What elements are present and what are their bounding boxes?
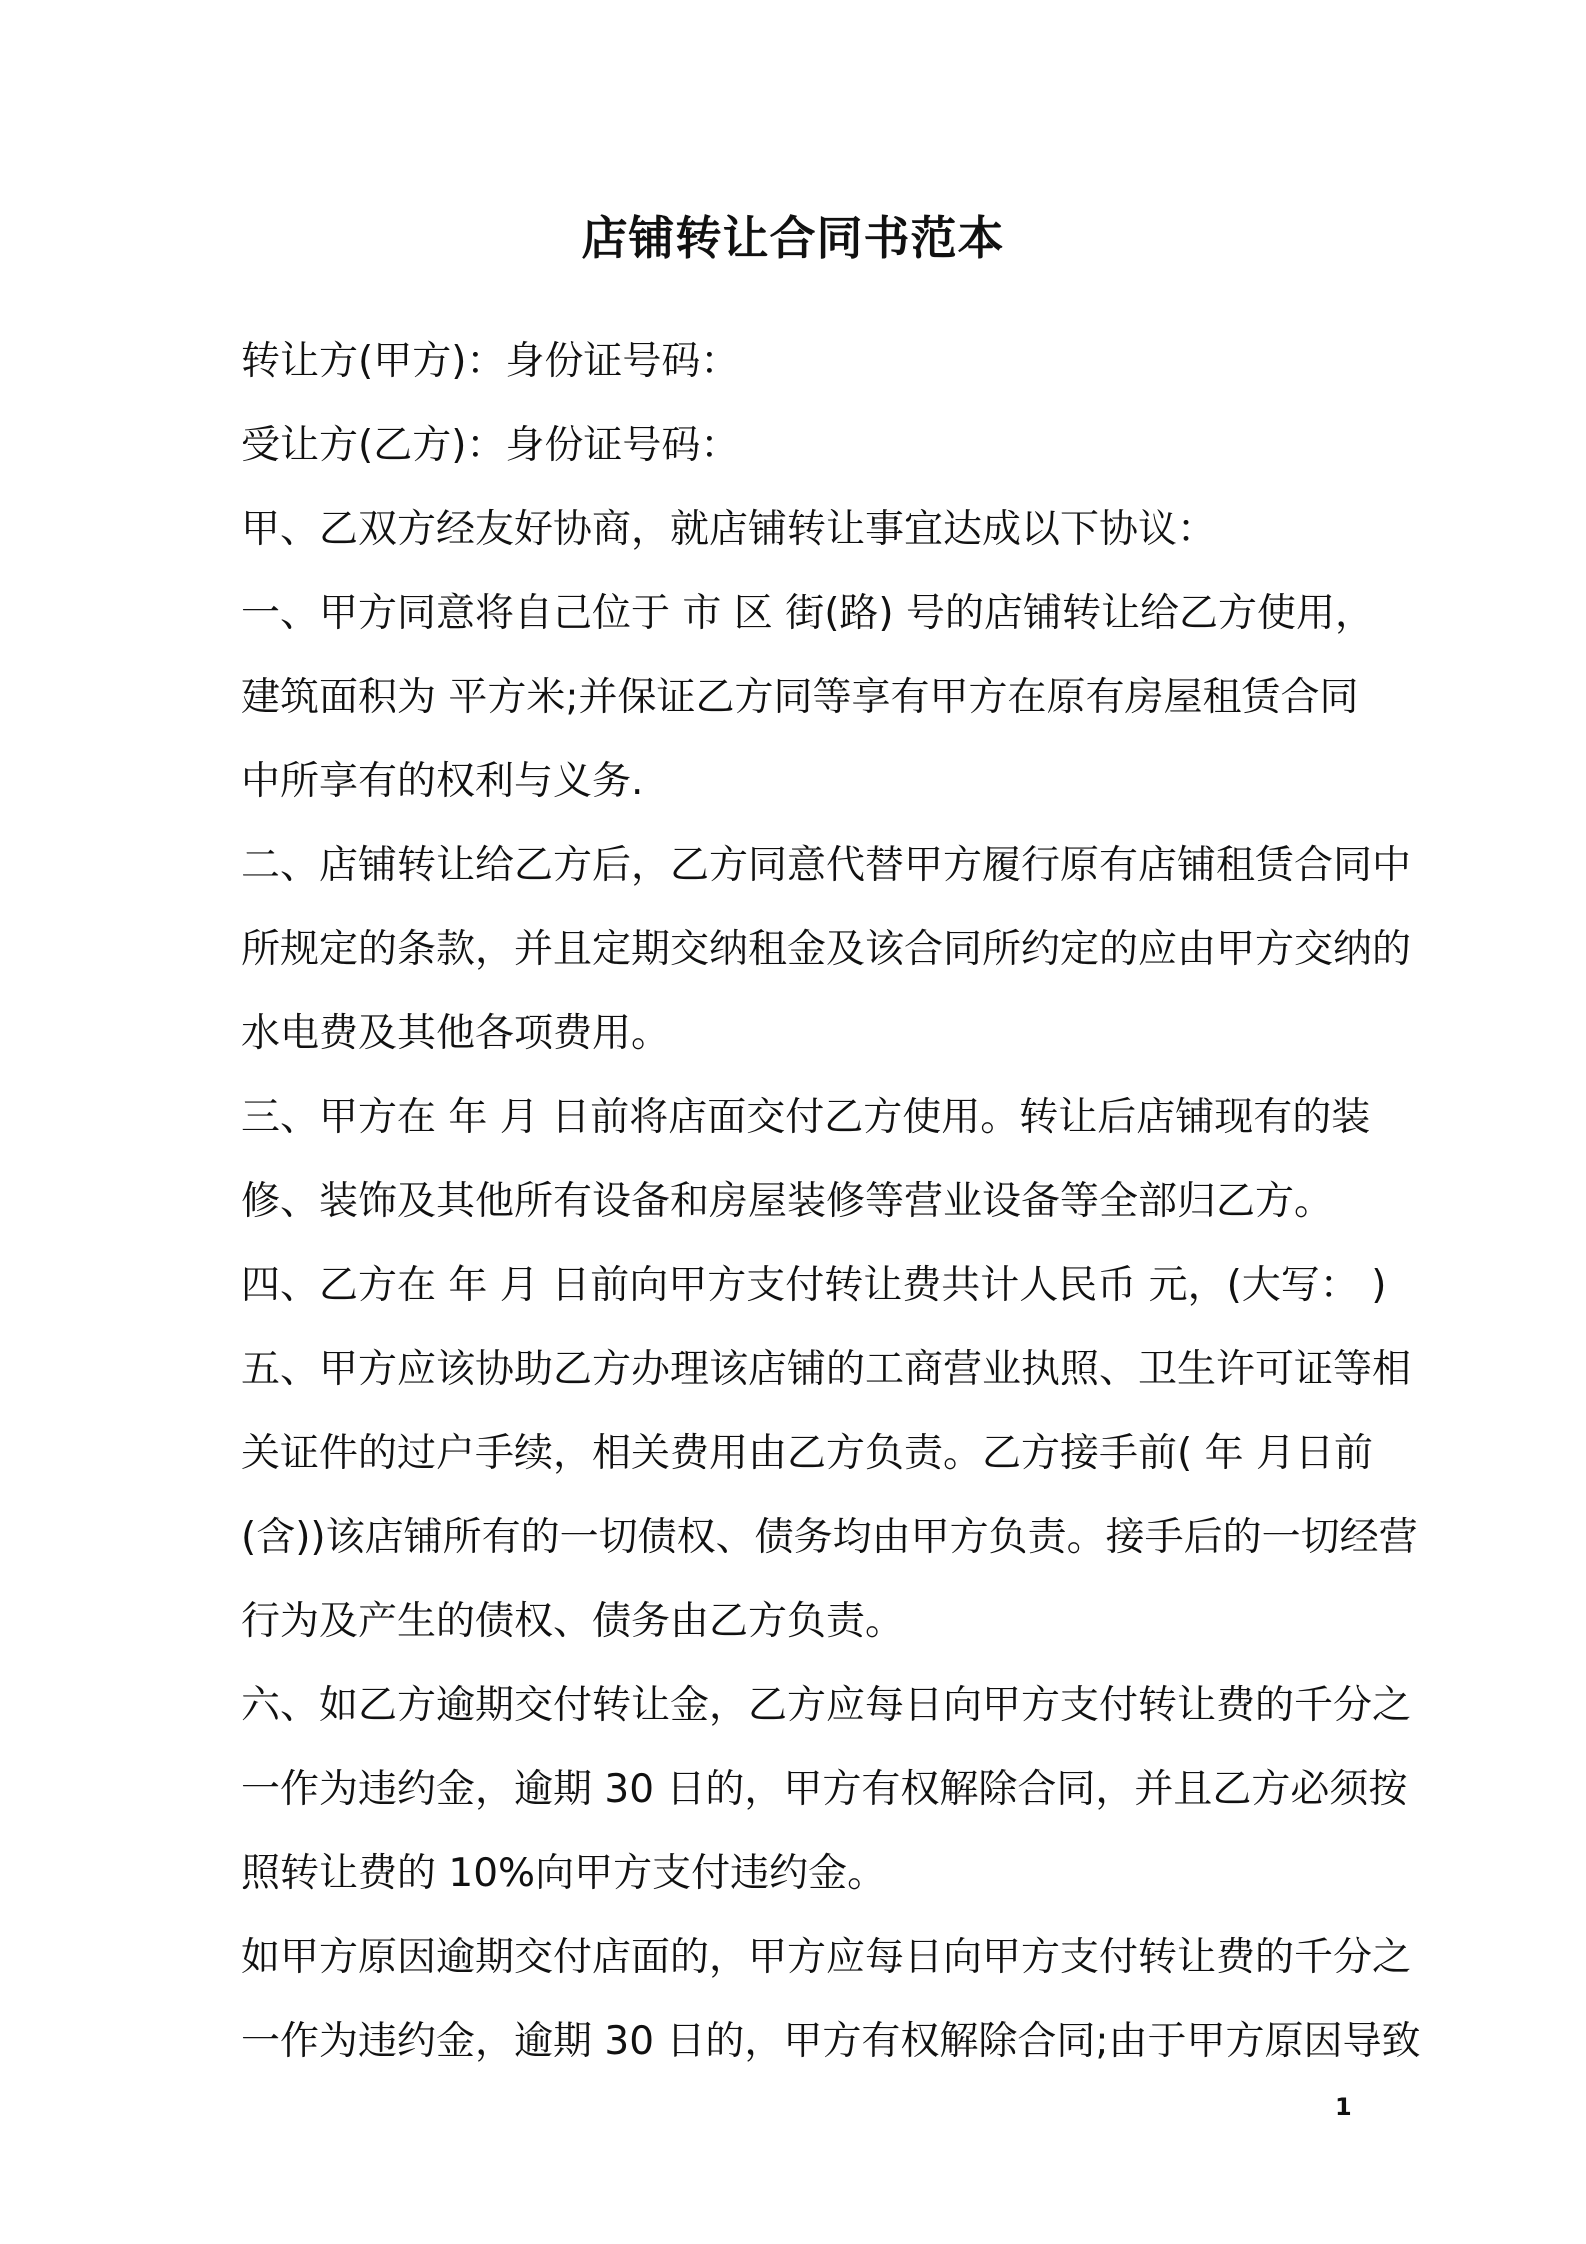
clause-5-line-2: 关证件的过户手续，相关费用由乙方负责。乙方接手前( 年 月日前 — [241, 1431, 1374, 1476]
clause-6-line-3: 照转让费的 10%向甲方支付违约金。 — [241, 1851, 887, 1896]
clause-1-line-3: 中所享有的权利与义务. — [241, 759, 644, 804]
clause-5-line-1: 五、甲方应该协助乙方办理该店铺的工商营业执照、卫生许可证等相 — [241, 1347, 1412, 1392]
clause-2-line-3: 水电费及其他各项费用。 — [241, 1011, 671, 1056]
clause-1-line-2: 建筑面积为 平方米;并保证乙方同等享有甲方在原有房屋租赁合同 — [241, 675, 1359, 720]
clause-6-line-2: 一作为违约金，逾期 30 日的，甲方有权解除合同，并且乙方必须按 — [241, 1767, 1408, 1812]
clause-2-line-1: 二、店铺转让给乙方后，乙方同意代替甲方履行原有店铺租赁合同中 — [241, 843, 1412, 888]
line-transferee: 受让方(乙方)：身份证号码： — [241, 423, 740, 468]
clause-3-line-1: 三、甲方在 年 月 日前将店面交付乙方使用。转让后店铺现有的装 — [241, 1095, 1371, 1140]
line-transferor: 转让方(甲方)：身份证号码： — [241, 339, 740, 384]
page-number: 1 — [1335, 2093, 1352, 2121]
clause-4-line-1: 四、乙方在 年 月 日前向甲方支付转让费共计人民币 元，(大写： ) — [241, 1263, 1387, 1308]
clause-6-line-5: 一作为违约金，逾期 30 日的，甲方有权解除合同;由于甲方原因导致 — [241, 2019, 1421, 2064]
clause-5-line-3: (含))该店铺所有的一切债权、债务均由甲方负责。接手后的一切经营 — [241, 1515, 1418, 1560]
clause-6-line-4: 如甲方原因逾期交付店面的，甲方应每日向甲方支付转让费的千分之 — [241, 1935, 1412, 1980]
clause-2-line-2: 所规定的条款，并且定期交纳租金及该合同所约定的应由甲方交纳的 — [241, 927, 1412, 972]
line-agreement-intro: 甲、乙双方经友好协商，就店铺转让事宜达成以下协议： — [241, 507, 1217, 552]
clause-6-line-1: 六、如乙方逾期交付转让金，乙方应每日向甲方支付转让费的千分之 — [241, 1683, 1412, 1728]
document-title: 店铺转让合同书范本 — [581, 211, 1005, 265]
clause-5-line-4: 行为及产生的债权、债务由乙方负责。 — [241, 1599, 905, 1644]
clause-3-line-2: 修、装饰及其他所有设备和房屋装修等营业设备等全部归乙方。 — [241, 1179, 1334, 1224]
clause-1-line-1: 一、甲方同意将自己位于 市 区 街(路) 号的店铺转让给乙方使用， — [241, 591, 1375, 636]
